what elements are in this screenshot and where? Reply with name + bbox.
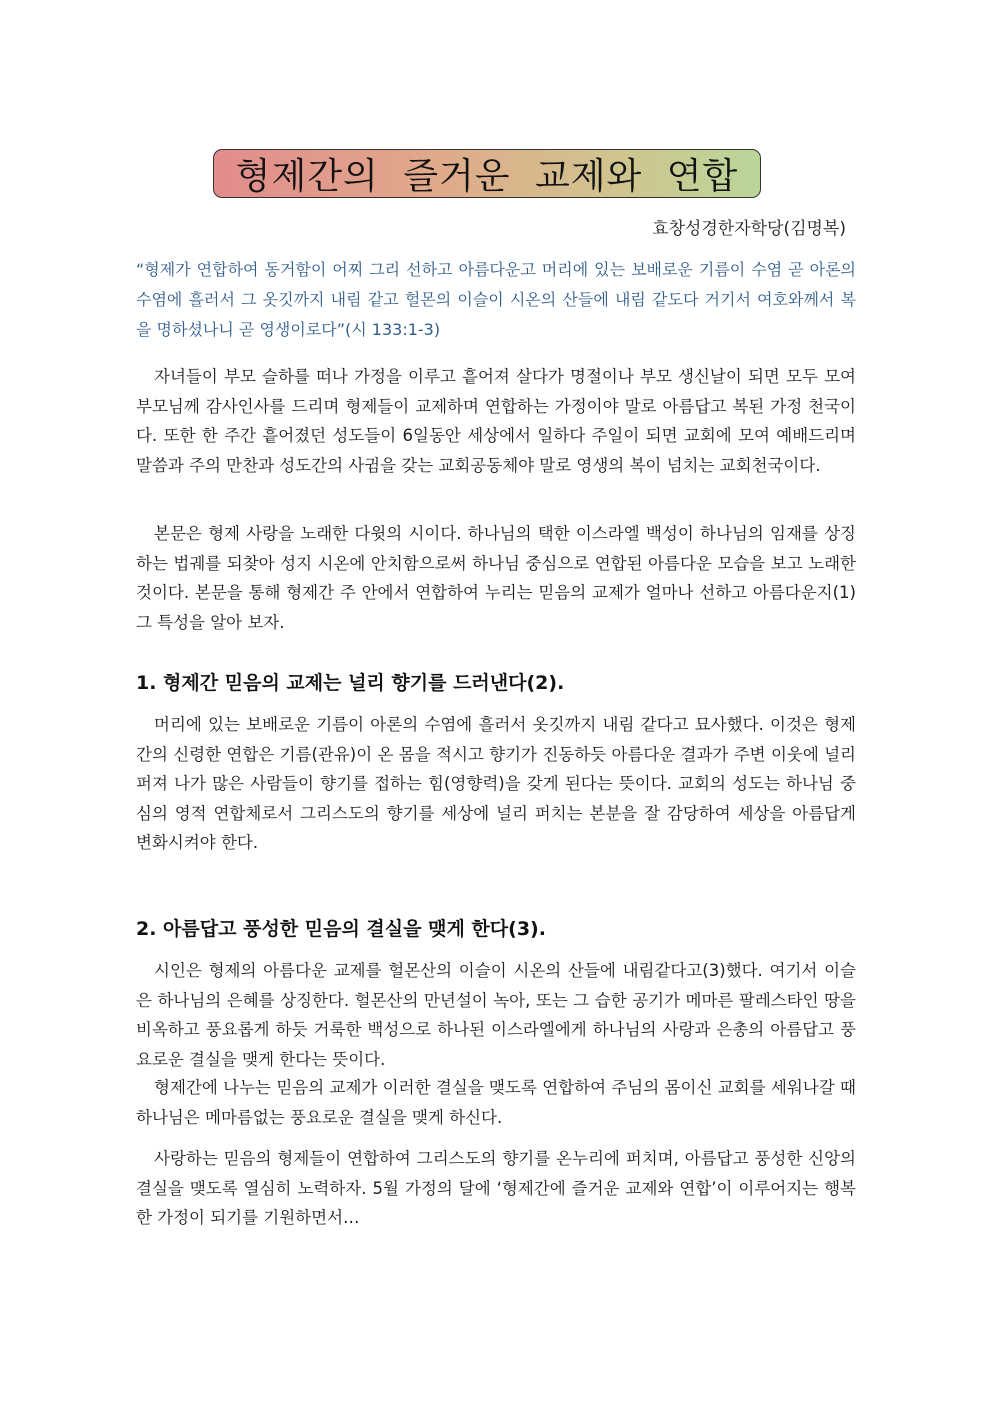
paragraph-intro: 자녀들이 부모 슬하를 떠나 가정을 이루고 흩어져 살다가 명절이나 부모 생신날이 되면 모두 모여 부모님께 감사인사를 드리며 형제들이 교제하며 연합하는 가정이야 말로 아름답고 복된 가정 천국이다. 또한 한 주간 흩어졌던 성도들이 6일동안 세상에서 일하다 주일이 되면 교회에 모여 예배드리며 말씀과 주의 만찬과 성도간의 사귐을 갖는 교회공동체야 말로 영생의 복이 넘치는 교회천국이다. <box>136 367 856 475</box>
author-line: 효창성경한자학당(김명복) <box>652 219 846 239</box>
paragraph-conclusion: 사랑하는 믿음의 형제들이 연합하여 그리스도의 향기를 온누리에 퍼치며, 아름답고 풍성한 신앙의 결실을 맺도록 열심히 노력하자. 5월 가정의 달에 ‘형제간에 즐거운 교제와 연합’이 이루어지는 행복한 가정이 되기를 기원하면서… <box>136 1149 856 1227</box>
scripture-quote: “형제가 연합하여 동거함이 어찌 그리 선하고 아름다운고 머리에 있는 보배로운 기름이 수염 곧 아론의 수염에 흘러서 그 옷깃까지 내림 같고 헐몬의 이슬이 시온의 산들에 내림 같도다 거기서 여호와께서 복을 명하셨나니 곧 영생이로다”(시 133:1-3) <box>136 260 856 339</box>
paragraph-section-1: 머리에 있는 보배로운 기름이 아론의 수염에 흘러서 옷깃까지 내림 같다고 묘사했다. 이것은 형제간의 신령한 연합은 기름(관유)이 온 몸을 적시고 향기가 진동하듯 아름다운 결과가 주변 이웃에 널리 퍼져 나가 많은 사람들이 향기를 접하는 힘(영향력)을 갖게 된다는 뜻이다. 교회의 성도는 하나님 중심의 영적 연합체로서 그리스도의 향기를 세상에 널리 퍼치는 본분을 잘 감당하여 세상을 아름답게 변화시켜야 한다. <box>136 715 856 852</box>
section-heading-2: 2. 아름답고 풍성한 믿음의 결실을 맺게 한다(3). <box>136 918 546 940</box>
paragraph-section-2b: 형제간에 나누는 믿음의 교제가 이러한 결실을 맺도록 연합하여 주님의 몸이신 교회를 세워나갈 때 하나님은 메마름없는 풍요로운 결실을 맺게 하신다. <box>136 1078 856 1127</box>
paragraph-text-intro: 본문은 형제 사랑을 노래한 다윗의 시이다. 하나님의 택한 이스라엘 백성이 하나님의 임재를 상징하는 법궤를 되찾아 성지 시온에 안치함으로써 하나님 중심으로 연합된 아름다운 모습을 보고 노래한 것이다. 본문을 통해 형제간 주 안에서 연합하여 누리는 믿음의 교제가 얼마나 선하고 아름다운지(1) 그 특성을 알아 보자. <box>136 524 856 632</box>
title-banner <box>213 149 761 198</box>
paragraph-section-2a: 시인은 형제의 아름다운 교제를 헐몬산의 이슬이 시온의 산들에 내림같다고(3)했다. 여기서 이슬은 하나님의 은혜를 상징한다. 헐몬산의 만년설이 녹아, 또는 그 습한 공기가 메마른 팔레스타인 땅을 비옥하고 풍요롭게 하듯 거룩한 백성으로 하나된 이스라엘에게 하나님의 사랑과 은총의 아름답고 풍요로운 결실을 맺게 한다는 뜻이다. <box>136 961 856 1069</box>
section-heading-1: 1. 형제간 믿음의 교제는 널리 향기를 드러낸다(2). <box>136 672 565 694</box>
page-title: 형제간의 즐거운 교제와 연합 <box>235 156 739 197</box>
